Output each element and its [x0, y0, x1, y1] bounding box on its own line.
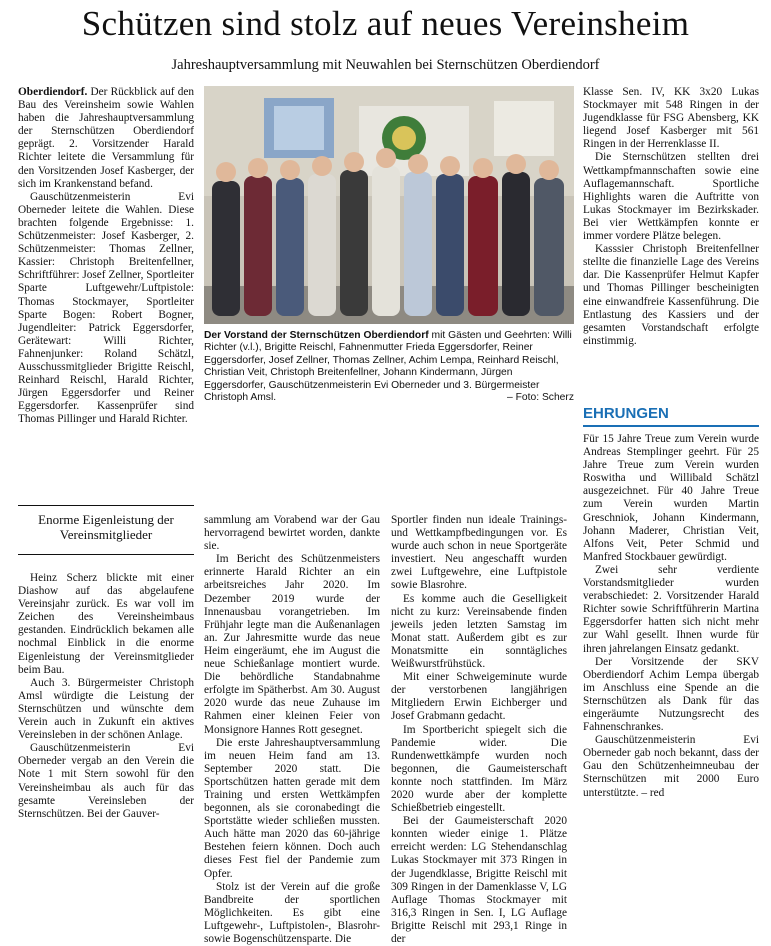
group-photo: [204, 86, 574, 324]
paragraph: Im Bericht des Schützenmeisters erinnerte Harald Richter an ein arbeitsreiches Jahr 2020. Im Dezember 2019 wurde der Innenausbau vorangetrieben. Im Frühjahr legte man die Außenanlagen an. Zur Jahresmitte wurde das neue Heim eingeräumt, ehe im August die neue Schießanlage montiert wurde. Die behördliche Standabnahme erfolgte im Spätherbst. Am 30. August 2020 wurde das neue Zuhause im Rahmen einer kleinen Feier von Monsignore Hannes Rott gesegnet.: [204, 553, 380, 736]
paragraph: Zwei sehr verdiente Vorstandsmitglieder wurden verabschiedet: 2. Vorsitzender Harald Richter sowie Schriftführerin Martina Eggersdorfer hatten sich nicht mehr zur Wahl gesellt. Ihnen wurde für ihren jahrelangen Einsatz gedankt.: [583, 563, 759, 655]
column-2: [204, 514, 380, 946]
paragraph: Bei der Gaumeisterschaft 2020 konnten wieder einige 1. Plätze erreicht werden: LG Stehendanschlag Lukas Stockmayer mit 373 Ringen in der Jugendklasse, Brigitte Reischl mit 309 Ringen in der Damenklasse V, LG Auflage Thomas Stockmayer mit 316,3 Ringen in Sen. I, LG Auflage Brigitte Reischl mit 293,1 Ringe in der: [391, 815, 567, 945]
paragraph: Es komme auch die Geselligkeit nicht zu kurz: Vereinsabende finden jeweils jeden letzten Samstag im Monat statt. Außerdem gibt es zur Monatsmitte ein sonntägliches Weißwurstfrühstück.: [391, 592, 567, 671]
column-4: [583, 86, 759, 348]
paragraph: Auch 3. Bürgermeister Christoph Amsl würdigte die Leistung der Sternschützen und wünschte dem Verein auch in Zukunft ein aktives Vereinsleben in der schönen Anlage.: [18, 676, 194, 742]
paragraph: Klasse Sen. IV, KK 3x20 Lukas Stockmayer mit 548 Ringen in der Jugendklasse für FSG Abensberg, KK liegend Josef Kasberger mit 561 Ringen in der Herrenklasse II.: [583, 86, 759, 151]
paragraph: Gauschützenmeisterin Evi Oberneder vergab an den Verein die Note 1 mit Stern sowohl für den Vereinsheimbau als auch für das gesamte Vereinsleben der Sternschützen. Bei der Gauver-: [18, 742, 194, 820]
paragraph: Die erste Jahreshauptversammlung im neuen Heim fand am 13. September 2020 statt. Die Sportschützen hatten gerade mit dem Training und ersten Wettkämpfen begonnen, als sie coronabedingt die Sportstätte wieder schließen mussten. Auch hätte man 2020 das 60-jährige Bestehen feiern können. Doch auch dieses Fest fiel der Pandemie zum Opfer.: [204, 736, 380, 880]
photo-credit: – Foto: Scherz: [507, 392, 574, 404]
column-4-lower: [583, 433, 759, 800]
paragraph: Kasssier Christoph Breitenfellner stellte die finanzielle Lage des Vereins dar. Die Kassenprüfer Helmut Kapfer und Thomas Pillinger bescheinigten eine einwandfreie Kassenführung. Die Entlastung des Kassiers und der gesamten Vorstandschaft erfolgte einstimmig.: [583, 243, 759, 347]
paragraph: Die Sternschützen stellten drei Wettkampfmannschaften sowie eine Auflagemannschaft. Sportliche Highlights waren die Auftritte von Lukas Stockmayer im Bezirkskader. Bei vier Wettkämpfen konnte er immer vordere Plätze belegen.: [583, 151, 759, 243]
paragraph: Mit einer Schweigeminute wurde der verstorbenen langjährigen Mitgliedern Erwin Eichberger und Josef Grabmann gedacht.: [391, 671, 567, 723]
author-signoff: – red: [641, 786, 665, 799]
subheading-box: Enorme Eigenleistung der Vereinsmitglieder: [18, 505, 194, 555]
dateline: Oberdiendorf.: [18, 86, 88, 98]
headline: Schützen sind stolz auf neues Vereinsheim: [81, 4, 690, 43]
caption-lead: Der Vorstand der Sternschützen Oberdiendorf: [204, 330, 429, 341]
paragraph: Im Sportbericht spiegelt sich die Pandemie wider. Die Rundenwettkämpfe wurden noch begonnen, die Gaumeisterschaft konnte noch stattfinden. Im März 2020 wurde aber der komplette Schießbetrieb eingestellt.: [391, 723, 567, 815]
paragraph: Oberdiendorf. Der Rückblick auf den Bau des Vereinsheim sowie Wahlen haben die Jahreshauptversammlung der Sternschützen Oberdiendorf geprägt. 2. Vorsitzender Harald Richter leitete die Versammlung für den Vorsitzenden Josef Kasberger, der sich im Krankenstand befand.: [18, 86, 195, 190]
column-3: [391, 514, 567, 946]
paragraph: Gauschützenmeisterin Evi Oberneder gab noch bekannt, dass der Gau den Schützenheimneubau der Sternschützen mit 2000 Euro unterstützte. – red: [583, 734, 759, 799]
group-photo-illustration: [204, 86, 574, 324]
paragraph: Sportler finden nun ideale Trainings- und Wettkampfbedingungen vor. Es wurde auch schon in neue Sportgeräte investiert. Neu angeschafft wurden zwei Luftgewehre, eine Luftpistole sowie Blasrohre.: [391, 514, 567, 592]
section-heading-ehrungen: EHRUNGEN: [583, 405, 759, 427]
paragraph: Stolz ist der Verein auf die große Bandbreite der sportlichen Möglichkeiten. Es gibt eine Luftgewehr-, Luftpistolen-, Blasrohr- sowie Bogenschützensparte. Die: [204, 880, 380, 945]
column-1-lower: [18, 572, 194, 821]
caption-text: mit Gästen und Geehrten: Willi Richter (v.l.), Brigitte Reischl, Fahnenmutter Frieda Eggersdorfer, Reiner Eggersdorfer, Josef Zellner, Thomas Zellner, Achim Lempa, Reinhard Reischl, Christian Veit, Christoph Breitenfellner, Johann Kindermann, Jürgen Eggersdorfer, Gauschützenmeisterin Evi Oberneder und 3. Bürgermeister Christoph Amsl.: [204, 330, 572, 404]
photo-caption: [204, 330, 574, 404]
subline: Jahreshauptversammlung mit Neuwahlen bei Sternschützen Oberdiendorf: [171, 57, 600, 73]
paragraph: Gauschützenmeisterin Evi Oberneder leitete die Wahlen. Diese brachten folgende Ergebnisse: 1. Schützenmeister: Josef Kasberger, 2. Schützenmeister: Thomas Zellner, Kassier: Christoph Breitenfellner, Schriftführer: Josef Zellner, Sportleiter Sparte Luftgewehr/Luftpistole: Thomas Stockmayer, Sportleiter Sparte Bogen: Robert Bogner, Jugendleiter: Patrick Eggersdorfer, Gerätewart: Willi Richter, Fahnenjunker: Roland Schätzl, Ausschussmitglieder Brigitte Reischl, Reinhard Reischl, Harald Richter, Jürgen Eggersdorfer und Reiner Eggersdorfer. Kassenprüfer sind Thomas Pillinger und Harald Richter.: [18, 190, 194, 426]
paragraph: Der Vorsitzende der SKV Oberdiendorf Achim Lempa übergab im Anschluss eine Spende an die Sternschützen als Dank für das eingeräumte Nutzungsrecht des Fahnenschrankes.: [583, 655, 759, 734]
paragraph: sammlung am Vorabend war der Gau hervorragend bewirtet worden, dankte sie.: [204, 514, 380, 553]
paragraph: Für 15 Jahre Treue zum Verein wurde Andreas Stemplinger geehrt. Für 25 Jahre Treue zum Verein wurden Roswitha und Willibald Schätzl ausgezeichnet. Für 40 Jahre Treue zum Verein wurden Martin Greschniok, Johann Kindermann, Johann Maderer, Christian Veit, Alfons Veit, Peter Schmid und Manfred Stockbauer gewürdigt.: [583, 433, 759, 563]
column-1: [18, 86, 194, 426]
paragraph: Heinz Scherz blickte mit einer Diashow auf das abgelaufene Vereinsjahr zurück. Es war voll im Zeichen des Vereinsheimbaus gestanden. Eindrücklich bekamen alle nochmal Einblick in die enorme Eigenleistung der Vereinsmitglieder beim Bau.: [18, 572, 194, 676]
